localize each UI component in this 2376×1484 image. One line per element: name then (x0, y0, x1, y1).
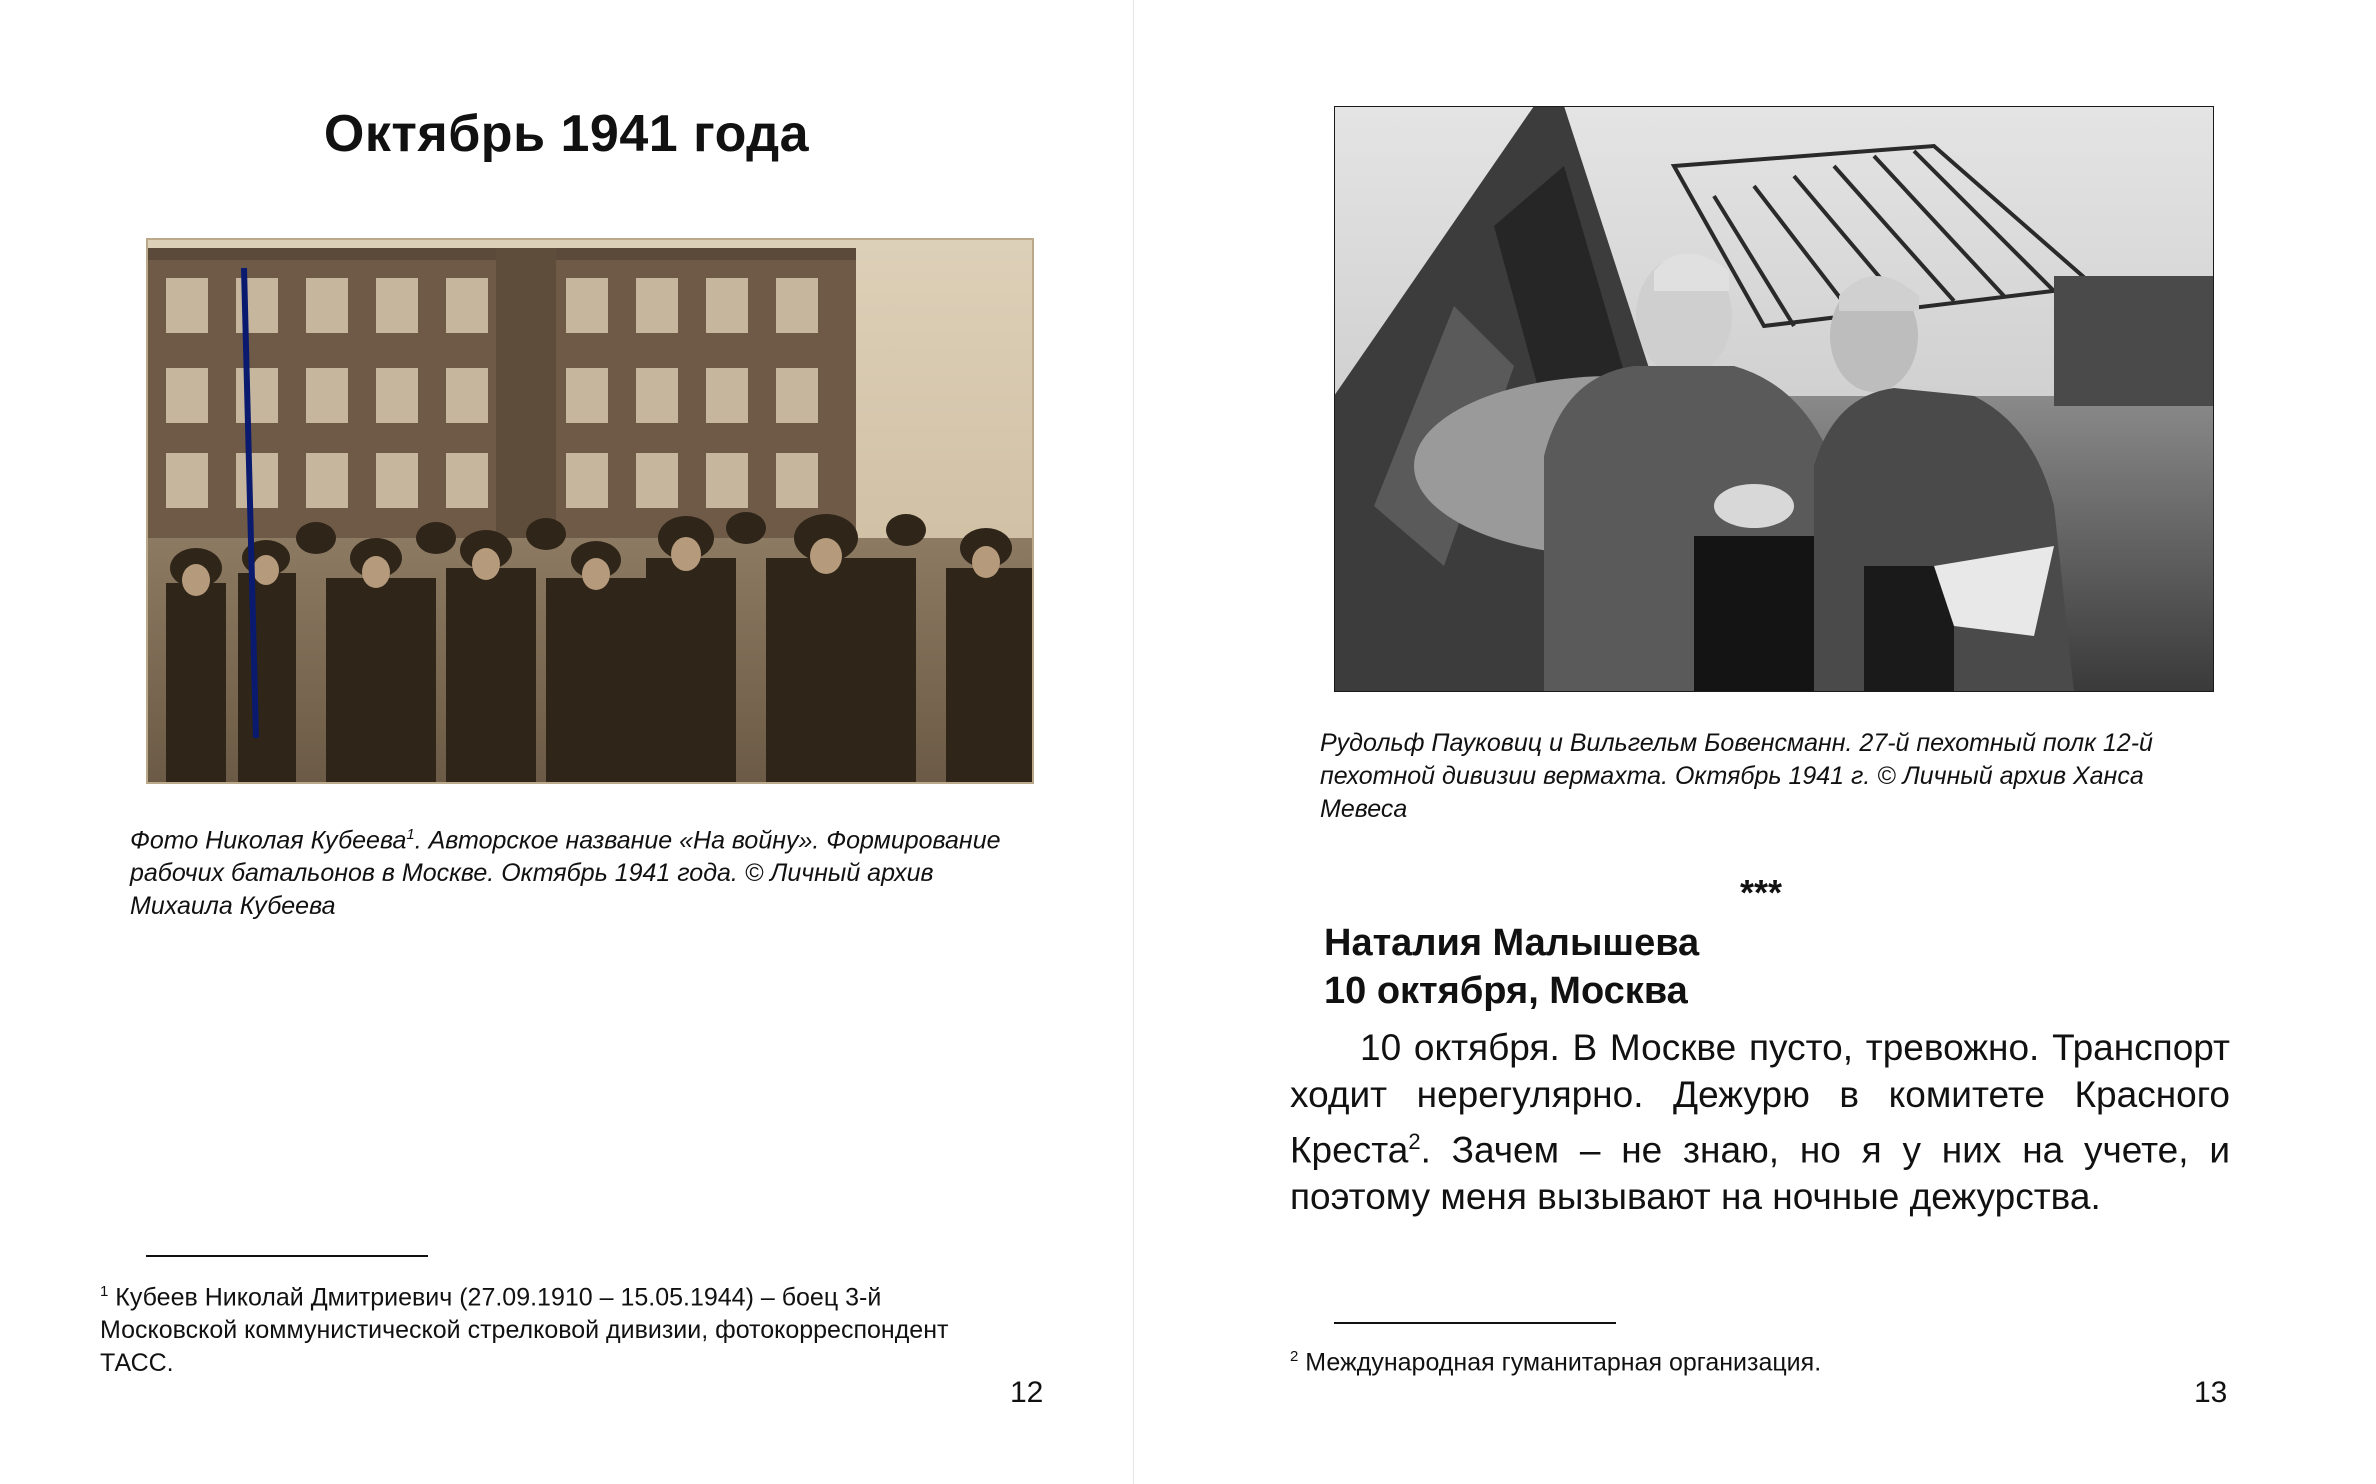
right-page (1134, 0, 2376, 1484)
footnote-rule (146, 1255, 428, 1257)
footnote-text: Международная гуманитарная организация. (1298, 1348, 1822, 1377)
right-photo-caption: Рудольф Пауковиц и Вильгельм Бовенсманн. 27-й пехотный полк 12-й пехотной дивизии вермахта. Октябрь 1941 г. © Личный архив Ханса Мевеса (1320, 729, 2153, 823)
body-paragraph (1290, 1024, 2230, 1220)
footnote-ref[interactable]: 1 (406, 826, 415, 843)
left-page (0, 0, 1133, 1484)
chapter-title: Октябрь 1941 года (323, 105, 810, 163)
body-part-2: . Зачем – не знаю, но я у них на учете, и поэтому меня вызывают на ночные дежурства. (1290, 1129, 2230, 1218)
sepia-group-photo-icon (146, 238, 1034, 784)
footnote-text: Кубеев Николай Дмитриевич (27.09.1910 – 15.05.1944) – боец 3-й Московской коммунистической стрелковой дивизии, фотокорреспондент ТАСС. (100, 1283, 949, 1378)
footnote-rule (1334, 1322, 1616, 1324)
footnote-number: 2 (1290, 1348, 1299, 1365)
bw-soldiers-photo (1334, 106, 2214, 692)
body-footnote-ref[interactable]: 2 (1408, 1129, 1421, 1154)
page-number: 12 (1010, 1376, 1044, 1409)
footnote-number: 1 (100, 1283, 109, 1300)
caption-rest: . Авторское название «На войну». Формирование рабочих батальонов в Москве. Октябрь 1941 года. © Личный архив Михаила Кубеева (130, 826, 1001, 921)
page-number: 13 (2194, 1376, 2228, 1409)
author-name: Наталия Малышева (1324, 922, 1700, 964)
body-part-1: 10 октября. В Москве пусто, тревожно. Транспорт ходит нерегулярно. Дежурю в комитете Красного Креста (1290, 1027, 2230, 1171)
caption-lead: Фото Николая Кубеева (130, 826, 407, 855)
left-photo-caption (130, 818, 1010, 923)
entry-date: 10 октября, Москва (1324, 970, 1688, 1012)
section-separator: *** (1739, 872, 1783, 913)
footnote (1290, 1340, 2210, 1379)
bw-soldiers-photo-icon (1334, 106, 2214, 692)
footnote (100, 1275, 1020, 1380)
sepia-group-photo (146, 238, 1034, 784)
